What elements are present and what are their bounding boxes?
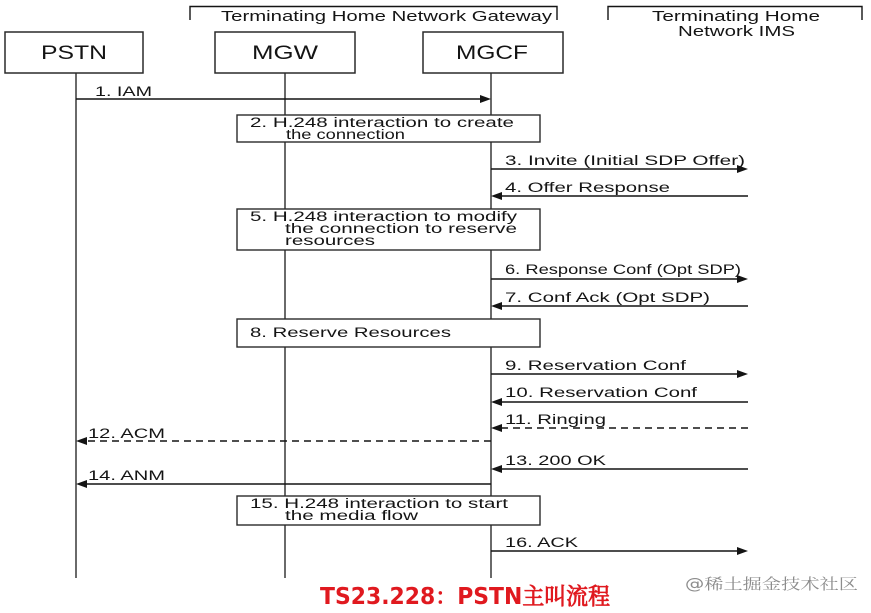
message-11-arrowhead bbox=[491, 424, 502, 432]
participant-mgcf-label: MGCF bbox=[456, 43, 528, 64]
message-13-arrowhead bbox=[491, 465, 502, 473]
group-label-ims-line-2: Network IMS bbox=[678, 23, 795, 40]
message-1-label: 1. IAM bbox=[95, 84, 152, 99]
message-9-arrowhead bbox=[737, 370, 748, 378]
message-13-label: 13. 200 OK bbox=[505, 453, 606, 468]
message-7 bbox=[491, 290, 748, 310]
participant-pstn-label: PSTN bbox=[41, 43, 107, 64]
note-5-line-1: 5. H.248 interaction to modify bbox=[250, 209, 518, 224]
message-10 bbox=[491, 385, 748, 406]
source-credit: @稀土掘金技术社区 bbox=[685, 575, 858, 593]
participant-mgw bbox=[215, 32, 355, 73]
message-13 bbox=[491, 453, 748, 473]
message-11 bbox=[491, 412, 748, 432]
message-4-arrowhead bbox=[491, 192, 502, 200]
note-8 bbox=[237, 319, 540, 347]
message-4-label: 4. Offer Response bbox=[505, 180, 670, 195]
message-12-label: 12. ACM bbox=[88, 426, 165, 441]
message-14 bbox=[76, 468, 491, 488]
note-2-line-1: 2. H.248 interaction to create bbox=[250, 115, 514, 130]
message-9 bbox=[491, 358, 748, 378]
group-ims bbox=[608, 7, 862, 41]
message-16-arrowhead bbox=[737, 547, 748, 555]
message-16-label: 16. ACK bbox=[505, 535, 578, 550]
caption: TS23.228：PSTN主叫流程 bbox=[320, 584, 625, 610]
message-9-label: 9. Reservation Conf bbox=[505, 358, 687, 373]
note-15-line-2: the media flow bbox=[285, 508, 419, 523]
note-2-line-2: the connection bbox=[286, 127, 405, 142]
message-10-label: 10. Reservation Conf bbox=[505, 385, 698, 400]
participant-mgcf bbox=[423, 32, 563, 73]
message-14-arrowhead bbox=[76, 480, 87, 488]
note-8-line-1: 8. Reserve Resources bbox=[250, 325, 452, 340]
message-3 bbox=[491, 153, 748, 173]
note-15 bbox=[237, 496, 540, 525]
note-15-line-1: 15. H.248 interaction to start bbox=[250, 496, 509, 511]
group-label-ims-line-1: Terminating Home bbox=[652, 8, 820, 25]
message-6-label: 6. Response Conf (Opt SDP) bbox=[505, 262, 741, 277]
group-gateway bbox=[190, 7, 557, 26]
participant-pstn bbox=[5, 32, 143, 73]
message-3-label: 3. Invite (Initial SDP Offer) bbox=[505, 153, 745, 168]
participant-mgw-label: MGW bbox=[252, 43, 319, 64]
message-12-arrowhead bbox=[76, 437, 87, 445]
message-1-arrowhead bbox=[480, 95, 491, 103]
note-5-line-2: the connection to reserve bbox=[285, 221, 517, 236]
message-11-label: 11. Ringing bbox=[505, 412, 606, 427]
note-5 bbox=[237, 209, 540, 250]
message-6 bbox=[491, 262, 748, 283]
message-12 bbox=[76, 426, 491, 445]
message-16 bbox=[491, 535, 748, 555]
message-10-arrowhead bbox=[491, 398, 502, 406]
message-7-label: 7. Conf Ack (Opt SDP) bbox=[505, 290, 710, 305]
group-label-gateway: Terminating Home Network Gateway bbox=[221, 8, 553, 25]
message-14-label: 14. ANM bbox=[88, 468, 165, 483]
message-7-arrowhead bbox=[491, 302, 502, 310]
note-5-line-3: resources bbox=[285, 233, 376, 248]
note-2 bbox=[237, 115, 540, 142]
message-4 bbox=[491, 180, 748, 200]
message-1 bbox=[76, 84, 491, 103]
